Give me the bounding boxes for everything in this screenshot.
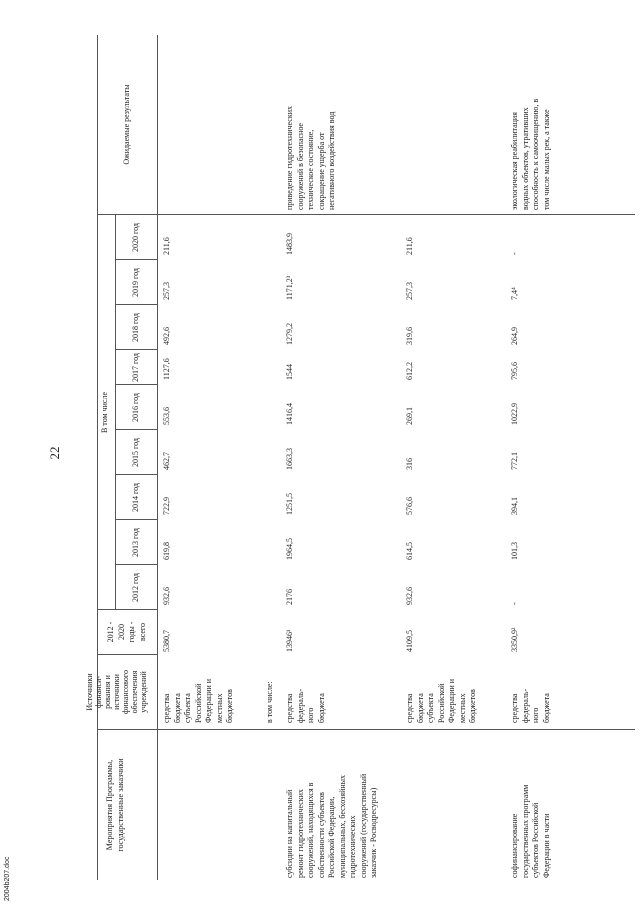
year-value-cell: 1544	[285, 364, 294, 380]
header-year-2018: 2018 год	[131, 313, 140, 342]
funding-source-cell: средства бюджета субъекта Российской Федерации и местных бюджетов	[405, 678, 477, 723]
expected-result-cell: экологическая реабилитация водных объектов, утративших способность к самоочищению, в том числе малых рек, а также	[510, 98, 551, 210]
header-funding-sources: Источники финанси- рования и источники финансового обеспечения учреждений	[85, 670, 148, 714]
year-value-cell: 795,6	[510, 362, 519, 380]
program-measures-table	[60, 35, 635, 880]
total-cell: 4109,5	[405, 630, 414, 652]
year-value-cell: 612,2	[405, 362, 414, 380]
header-year-2016: 2016 год	[131, 393, 140, 422]
year-value-cell: 932,6	[405, 587, 414, 605]
header-year-2012: 2012 год	[131, 573, 140, 602]
year-value-cell: 1964,5	[285, 538, 294, 560]
year-value-cell: 1663,3	[285, 448, 294, 470]
year-value-cell: -	[510, 252, 519, 255]
total-cell: 13946¹	[285, 629, 294, 652]
year-value-cell: 257,3	[162, 282, 171, 300]
year-value-cell: -	[510, 602, 519, 605]
year-value-cell: 211,6	[162, 237, 171, 255]
year-value-cell: 462,7	[162, 452, 171, 470]
total-cell: 5380,7	[162, 630, 171, 652]
header-year-2020: 2020 год	[131, 223, 140, 252]
year-value-cell: 492,6	[162, 327, 171, 345]
header-in-that-number: В том числе	[100, 391, 109, 434]
year-value-cell: 1127,6	[162, 358, 171, 380]
funding-source-cell: средства федераль- ного бюджета	[510, 688, 551, 723]
header-year-2014: 2014 год	[131, 483, 140, 512]
year-value-cell: 2176	[285, 589, 294, 605]
column-rule	[97, 214, 635, 215]
year-value-cell: 319,6	[405, 327, 414, 345]
header-year-2017: 2017 год	[131, 353, 140, 382]
year-value-cell: 1022,9	[510, 403, 519, 425]
year-value-cell: 722,9	[162, 497, 171, 515]
subheader-rule	[115, 215, 116, 610]
header-total: 2012 - 2020 годы - всего	[106, 621, 147, 643]
table-top-rule	[97, 35, 98, 880]
year-value-cell: 264,9	[510, 327, 519, 345]
header-year-2019: 2019 год	[131, 268, 140, 297]
funding-source-cell: в том числе:	[265, 681, 274, 723]
measure-cell: субсидии на капитальный ремонт гидротехнических сооружений, находящихся в собственности субъектов Российской Федерации, муниципальных, бесхозяйных гидротехнических сооружений (государственный заказчик - Росводресурсы)	[285, 773, 378, 878]
header-year-2013: 2013 год	[131, 528, 140, 557]
header-year-2015: 2015 год	[131, 438, 140, 467]
year-value-cell: 394,1	[510, 497, 519, 515]
year-value-cell: 257,3	[405, 282, 414, 300]
year-value-cell: 101,3	[510, 542, 519, 560]
year-value-cell: 1171,2³	[285, 275, 294, 300]
measure-cell: софинансирование государственных программ субъектов Российской Федерации в части	[510, 784, 551, 878]
header-expected-results: Ожидаемые результаты	[122, 84, 131, 165]
year-value-cell: 553,6	[162, 407, 171, 425]
column-rule	[97, 654, 157, 655]
year-value-cell: 316	[405, 458, 414, 470]
year-value-cell: 1279,2	[285, 323, 294, 345]
funding-source-cell: средства федераль- ного бюджета	[285, 688, 326, 723]
year-value-cell: 772,1	[510, 452, 519, 470]
year-value-cell: 1251,5	[285, 493, 294, 515]
year-value-cell: 7,4⁴	[510, 287, 519, 300]
column-rule	[97, 729, 635, 730]
year-value-cell: 269,1	[405, 407, 414, 425]
year-value-cell: 211,6	[405, 237, 414, 255]
year-value-cell: 619,8	[162, 542, 171, 560]
year-value-cell: 1416,4	[285, 403, 294, 425]
footer-document-code: 2004b207.doc	[4, 856, 11, 901]
page-number: 22	[47, 446, 62, 460]
year-value-cell: 576,6	[405, 497, 414, 515]
year-value-cell: 932,6	[162, 587, 171, 605]
funding-source-cell: средства бюджета субъекта Российской Федерации и местных бюджетов	[162, 678, 234, 723]
total-cell: 3350,9²	[510, 627, 519, 652]
header-measures: Мероприятия Программы, государственные заказчики	[105, 758, 125, 852]
expected-result-cell: приведение гидротехнических сооружений в безопасное техническое состояние, сокращение ущерба от негативного воздействия вод	[285, 106, 336, 210]
year-value-cell: 1483,9	[285, 233, 294, 255]
year-value-cell: 614,5	[405, 542, 414, 560]
header-bottom-rule	[157, 35, 158, 880]
